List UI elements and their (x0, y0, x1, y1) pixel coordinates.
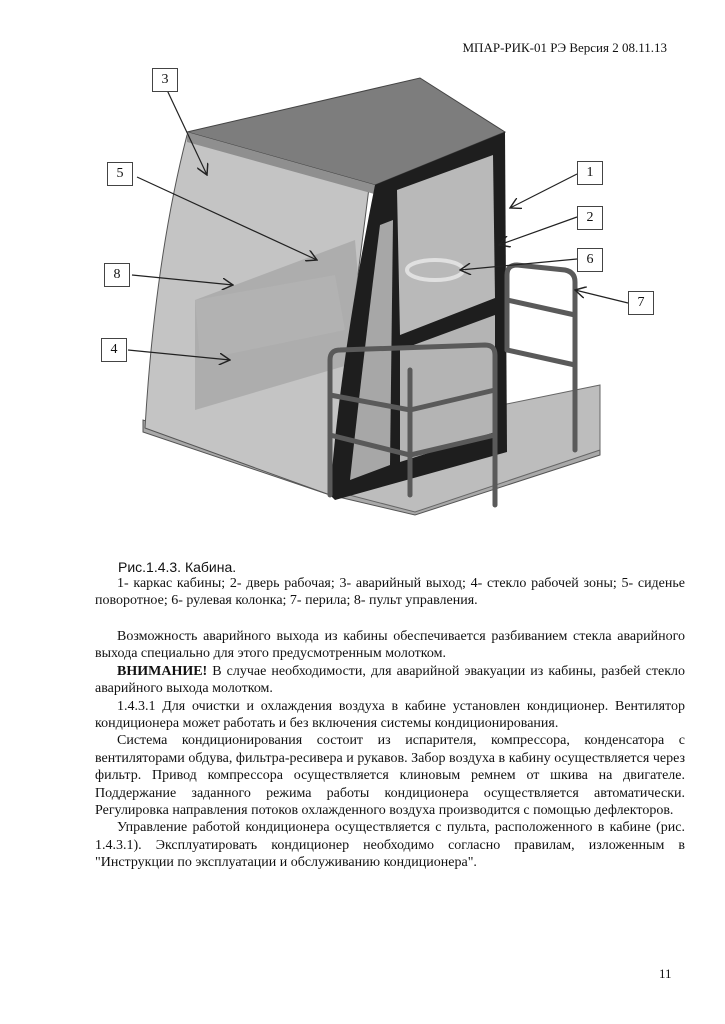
callout-1: 1 (577, 161, 603, 185)
cabin-figure (95, 60, 675, 530)
paragraph-air-conditioner: 1.4.3.1 Для очистки и охлаждения воздуха в кабине установлен кондиционер. Вентилятор кондиционера может работать и без включения системы кондиционирования. (95, 698, 685, 732)
body-text (95, 628, 685, 872)
callout-2: 2 (577, 206, 603, 230)
callout-6: 6 (577, 248, 603, 272)
callout-8: 8 (104, 263, 130, 287)
page-number: 11 (659, 966, 672, 981)
paragraph-warning (95, 663, 685, 698)
callout-5: 5 (107, 162, 133, 186)
paragraph-ac-control: Управление работой кондиционера осуществляется с пульта, расположенного в кабине (рис. 1.4.3.1). Эксплуатировать кондиционер необходимо согласно правилам, изложенным в "Инструкции по эксплуатации и обслуживанию кондиционера". (95, 820, 685, 871)
paragraph-ac-system: Система кондиционирования состоит из испарителя, компрессора, конденсатора с вентиляторами обдува, фильтра-ресивера и рукавов. Забор воздуха в кабину осуществляется через фильтр. Привод компрессора осуществляется клиновым ремнем от шкива на двигателе. Поддержание заданного режима работы кондиционера осуществляется автоматически. Регулировка направления потоков охлажденного воздуха производится с помощью дефлекторов. (95, 733, 685, 819)
figure-legend (95, 575, 685, 610)
callout-7: 7 (628, 291, 654, 315)
callout-3: 3 (152, 68, 178, 92)
warning-text: В случае необходимости, для аварийной эвакуации из кабины, разбей стекло аварийного выхода молотком. (95, 663, 685, 697)
figure-caption-title: Рис.1.4.3. Кабина. (118, 559, 237, 575)
warning-label: ВНИМАНИЕ! (117, 663, 208, 679)
callout-4: 4 (101, 338, 127, 362)
paragraph-emergency-exit: Возможность аварийного выхода из кабины обеспечивается разбиванием стекла аварийного выхода специально для этого предусмотренным молотком. (95, 629, 685, 662)
cabin-illustration (95, 60, 675, 530)
document-header: МПАР-РИК-01 РЭ Версия 2 08.11.13 (462, 40, 667, 55)
figure-legend-text: 1- каркас кабины; 2- дверь рабочая; 3- аварийный выход; 4- стекло рабочей зоны; 5- сиденье поворотное; 6- рулевая колонка; 7- перила; 8- пульт управления. (95, 576, 685, 609)
